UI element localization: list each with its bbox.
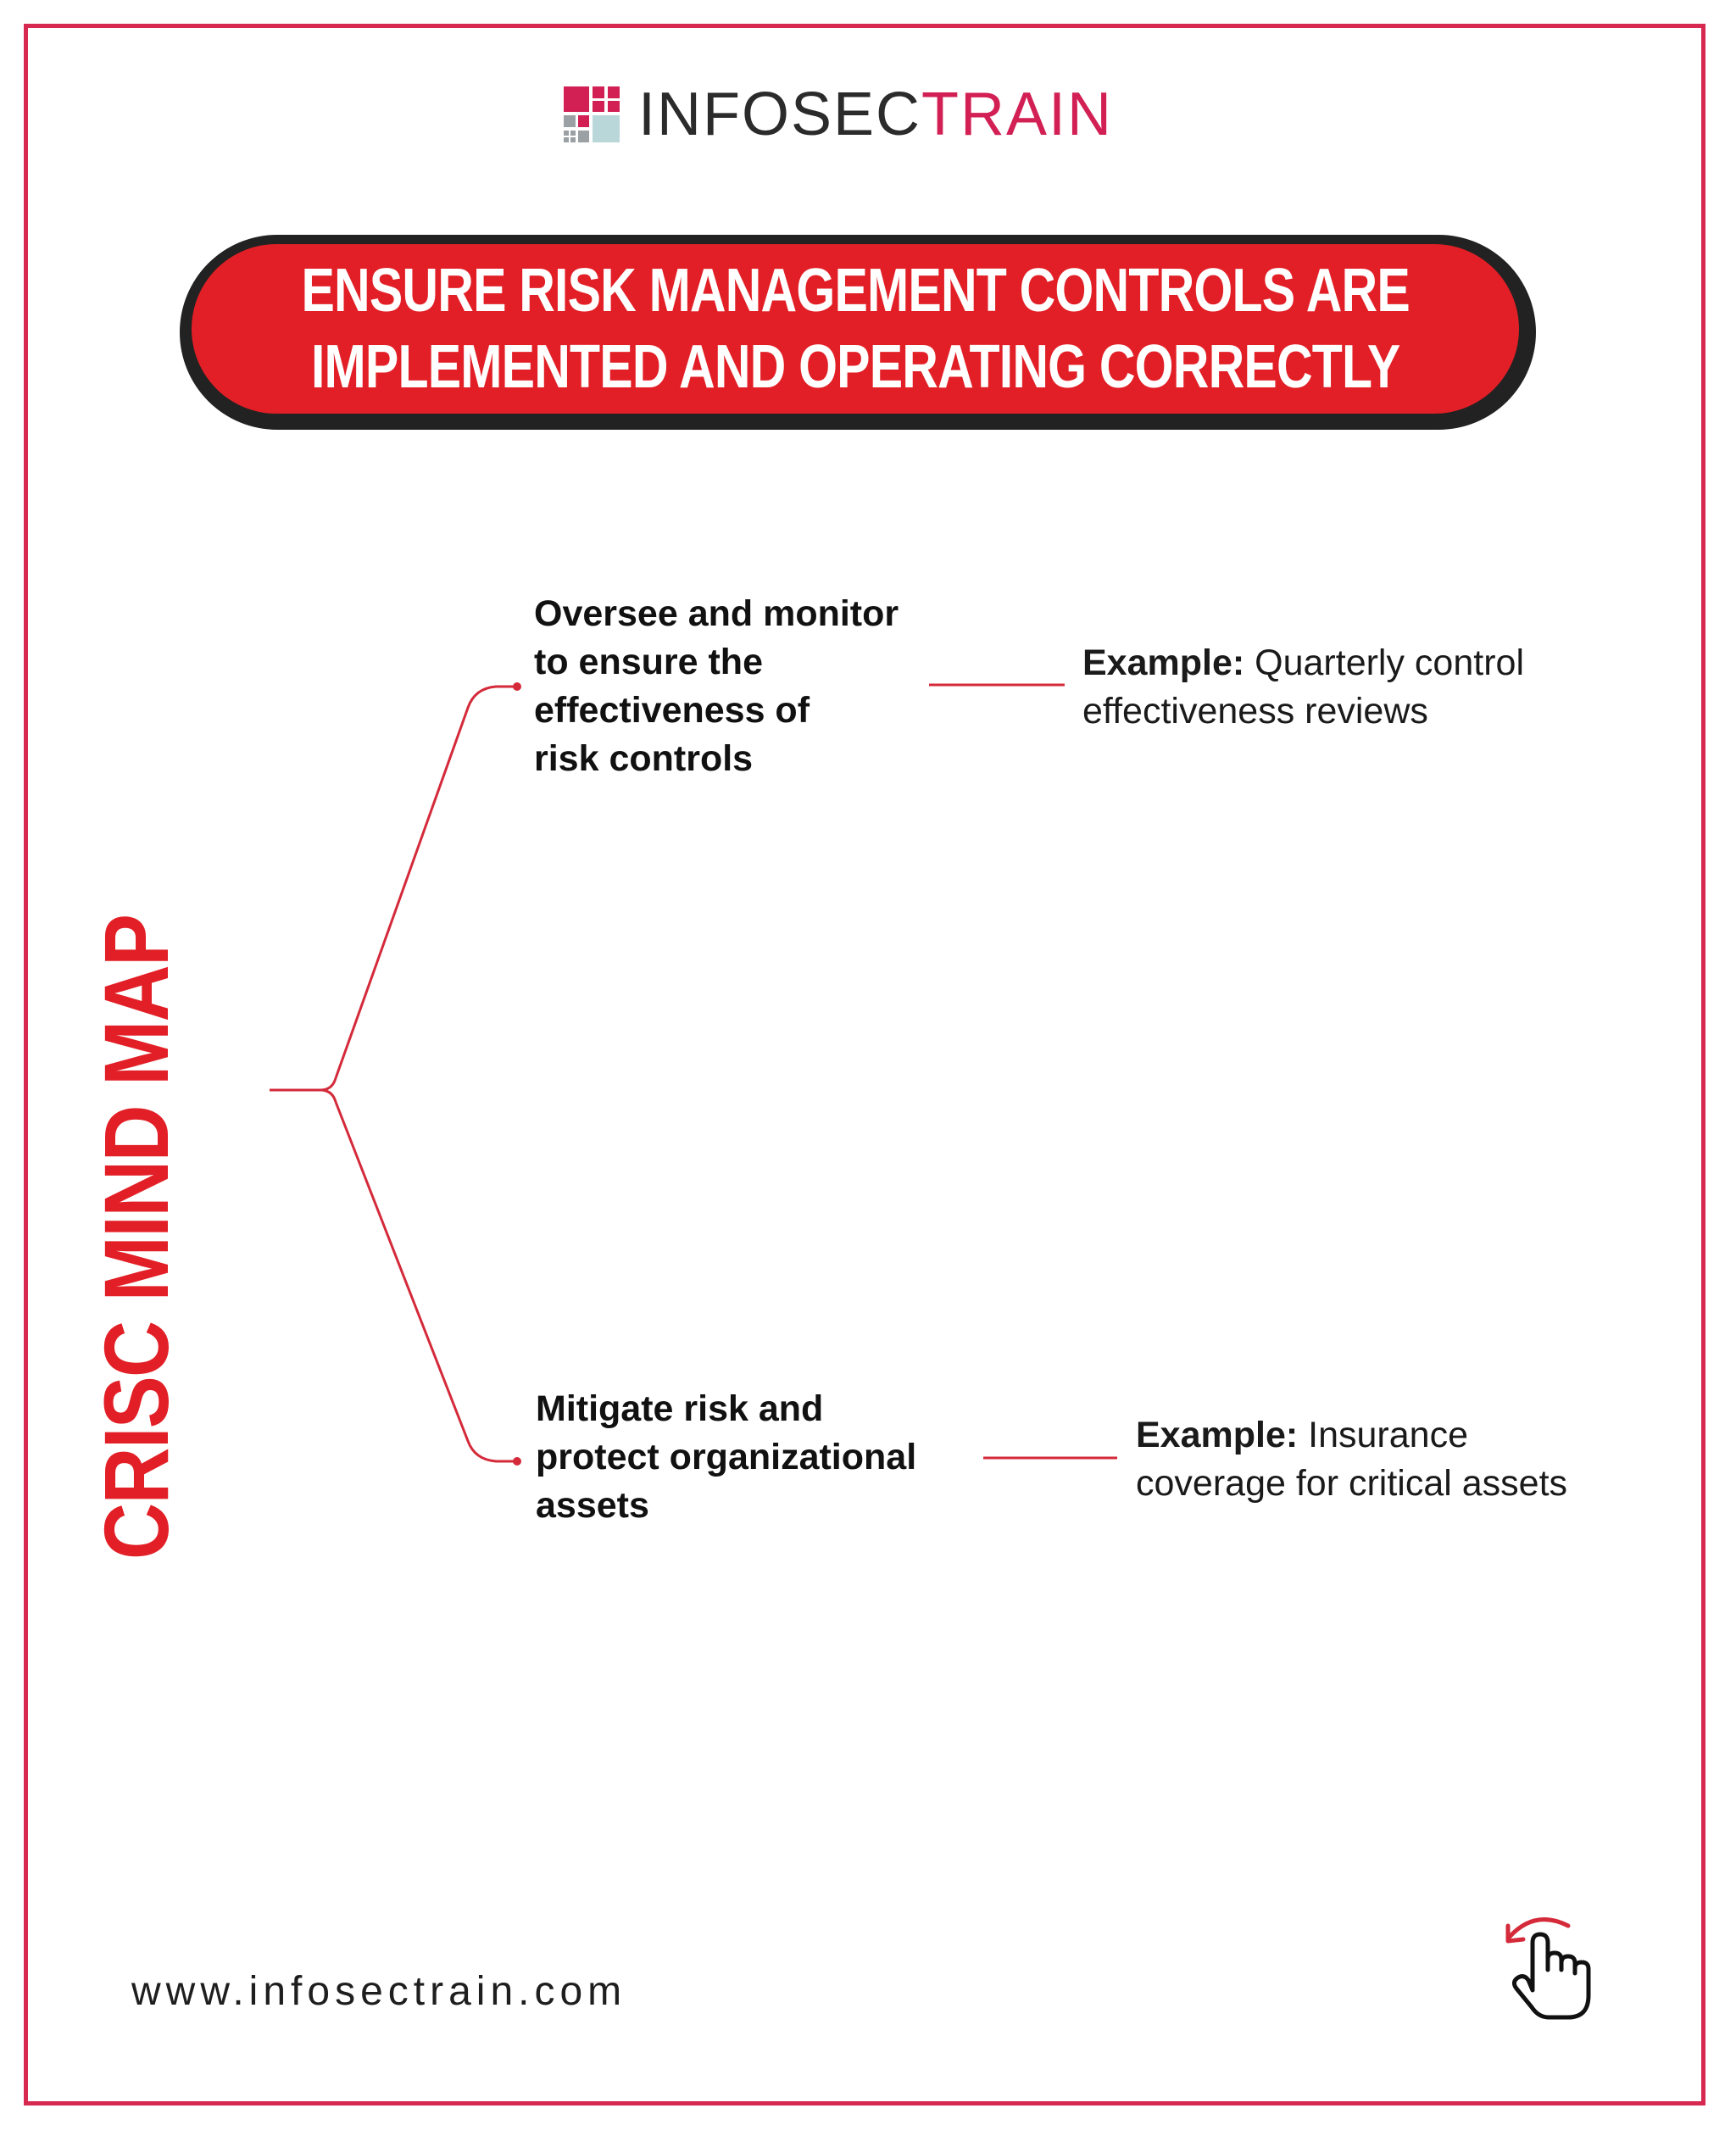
branch-2-example bbox=[1136, 1411, 1567, 1508]
branch-1-topic-line: to ensure the bbox=[534, 642, 763, 682]
example-text-line: coverage for critical assets bbox=[1136, 1463, 1568, 1504]
branch-2-topic-line: Mitigate risk and bbox=[536, 1388, 824, 1429]
brand-name-part1: INFOSEC bbox=[638, 81, 922, 148]
branch-1-example bbox=[1082, 639, 1524, 736]
branch-1-topic-line: effectiveness of bbox=[534, 690, 810, 731]
side-title-text: CRISC MIND MAP bbox=[85, 915, 187, 1560]
branch-1-curve bbox=[336, 687, 515, 1078]
branch-1-topic-line: risk controls bbox=[534, 738, 754, 779]
branch-2-topic-line: assets bbox=[536, 1485, 649, 1526]
branch-1-topic-line: Oversee and monitor bbox=[534, 593, 899, 634]
branch-2-topic-line: protect organizational bbox=[536, 1437, 917, 1477]
branch-2-dot bbox=[513, 1457, 521, 1466]
branch-1-dot bbox=[513, 682, 521, 691]
swipe-hand-icon bbox=[1496, 1907, 1606, 2026]
example-text-line: Insurance bbox=[1308, 1415, 1468, 1455]
branch-2-topic bbox=[536, 1385, 916, 1530]
example-text-line: Quarterly control bbox=[1255, 642, 1524, 683]
branch-1-topic bbox=[534, 590, 899, 783]
brand-name-part2: TRAIN bbox=[921, 81, 1114, 148]
footer-url[interactable]: www.infosectrain.com bbox=[131, 1969, 627, 2014]
example-label: Example: bbox=[1082, 642, 1245, 683]
branch-2-curve bbox=[320, 1090, 515, 1461]
banner-line-1: ENSURE RISK MANAGEMENT CONTROLS ARE bbox=[301, 257, 1410, 325]
banner-line-2: IMPLEMENTED AND OPERATING CORRECTLY bbox=[310, 333, 1400, 401]
example-label: Example: bbox=[1136, 1415, 1299, 1455]
root-stem-line bbox=[270, 1078, 336, 1090]
example-text-line: effectiveness reviews bbox=[1082, 691, 1428, 731]
